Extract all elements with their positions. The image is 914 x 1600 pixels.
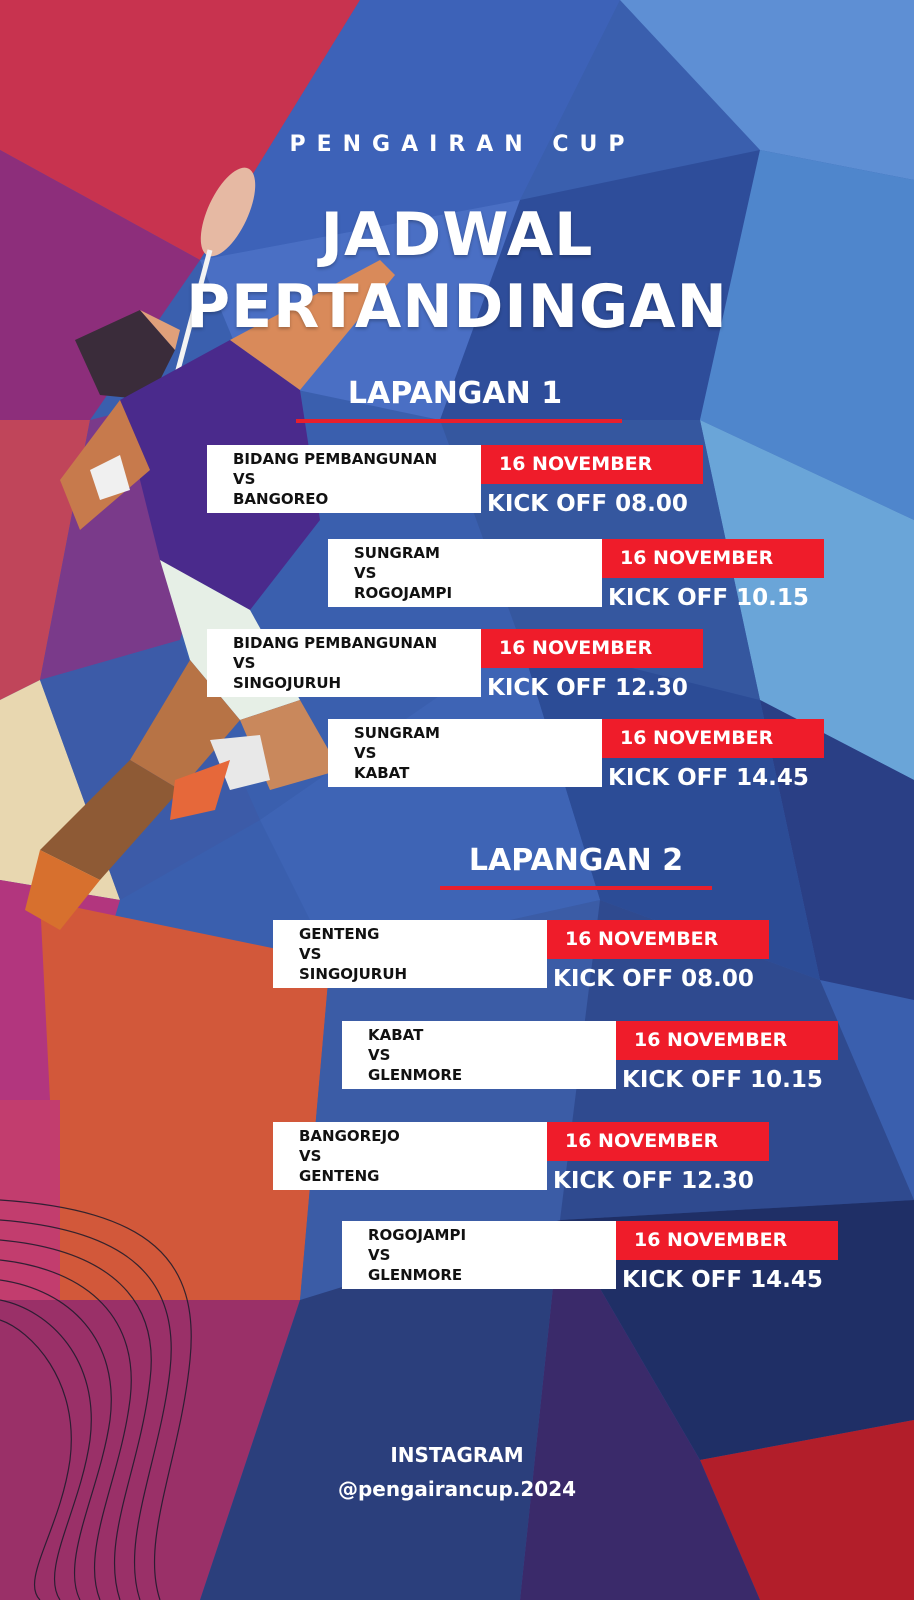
team-home: BIDANG PEMBANGUNAN [233, 634, 438, 652]
page-title-line1: JADWAL [320, 200, 594, 270]
match-teams [342, 1021, 616, 1089]
court-1-heading: LAPANGAN 1 [347, 376, 563, 411]
vs-label: VS [368, 1046, 391, 1064]
match-date: 16 NOVEMBER [616, 1221, 838, 1260]
match-teams [207, 629, 481, 697]
match-card [273, 920, 893, 992]
instagram-label: INSTAGRAM [390, 1443, 524, 1467]
team-away: ROGOJAMPI [354, 584, 453, 602]
court-1-underline [296, 419, 622, 423]
match-date: 16 NOVEMBER [481, 629, 703, 668]
team-away: SINGOJURUH [299, 965, 408, 983]
kickoff-time: KICK OFF 12.30 [553, 1168, 754, 1194]
team-away: BANGOREO [233, 490, 329, 508]
team-away: GLENMORE [368, 1066, 463, 1084]
match-date: 16 NOVEMBER [481, 445, 703, 484]
vs-label: VS [368, 1246, 391, 1264]
kickoff-time: KICK OFF 08.00 [553, 966, 754, 992]
kickoff-time: KICK OFF 14.45 [608, 765, 809, 791]
kickoff-time: KICK OFF 10.15 [608, 585, 809, 611]
match-teams [328, 719, 602, 787]
kickoff-time: KICK OFF 12.30 [487, 675, 688, 701]
team-home: ROGOJAMPI [368, 1226, 467, 1244]
vs-label: VS [299, 1147, 322, 1165]
team-home: SUNGRAM [354, 544, 440, 562]
page-title-line2: PERTANDINGAN [186, 272, 728, 342]
match-teams [342, 1221, 616, 1289]
team-away: SINGOJURUH [233, 674, 342, 692]
team-home: BIDANG PEMBANGUNAN [233, 450, 438, 468]
court-2-underline [440, 886, 712, 890]
match-teams [207, 445, 481, 513]
match-date: 16 NOVEMBER [547, 920, 769, 959]
match-card [328, 719, 914, 791]
match-teams [273, 1122, 547, 1190]
match-card [207, 629, 827, 701]
vs-label: VS [354, 564, 377, 582]
team-away: GENTENG [299, 1167, 380, 1185]
team-home: GENTENG [299, 925, 380, 943]
match-date: 16 NOVEMBER [616, 1021, 838, 1060]
team-away: KABAT [354, 764, 410, 782]
match-date: 16 NOVEMBER [602, 539, 824, 578]
vs-label: VS [233, 470, 256, 488]
match-teams [328, 539, 602, 607]
team-away: GLENMORE [368, 1266, 463, 1284]
court-2-heading: LAPANGAN 2 [468, 843, 684, 878]
team-home: BANGOREJO [299, 1127, 400, 1145]
vs-label: VS [354, 744, 377, 762]
instagram-handle[interactable]: @pengairancup.2024 [337, 1477, 577, 1501]
team-home: SUNGRAM [354, 724, 440, 742]
match-card [328, 539, 914, 611]
match-card [342, 1221, 914, 1293]
match-card [342, 1021, 914, 1093]
team-home: KABAT [368, 1026, 424, 1044]
kickoff-time: KICK OFF 10.15 [622, 1067, 823, 1093]
cup-name: PENGAIRAN CUP [289, 132, 636, 157]
match-card [273, 1122, 893, 1194]
vs-label: VS [299, 945, 322, 963]
match-date: 16 NOVEMBER [602, 719, 824, 758]
match-teams [273, 920, 547, 988]
vs-label: VS [233, 654, 256, 672]
match-date: 16 NOVEMBER [547, 1122, 769, 1161]
kickoff-time: KICK OFF 14.45 [622, 1267, 823, 1293]
match-card [207, 445, 827, 517]
kickoff-time: KICK OFF 08.00 [487, 491, 688, 517]
